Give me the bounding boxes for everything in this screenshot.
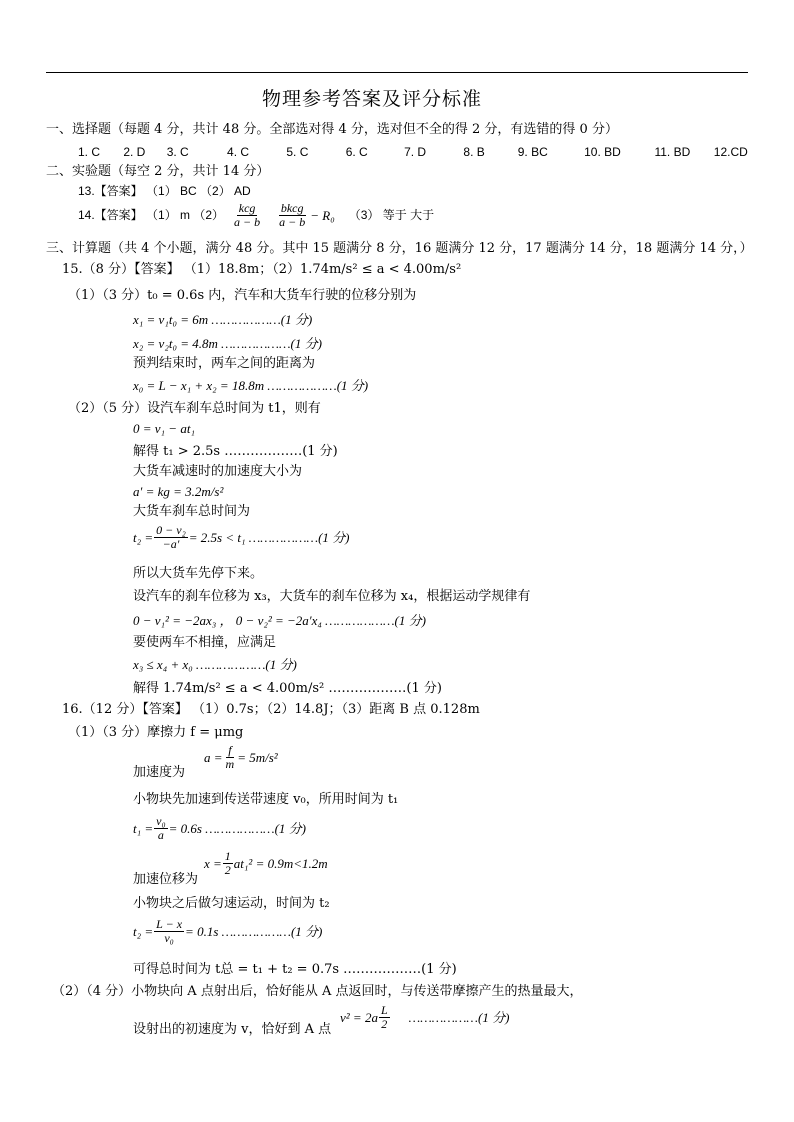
q15-t2-den: −a′ [162,537,180,552]
top-rule [46,72,748,73]
answer-2: 2. D [123,145,146,159]
q16-line-5 [133,815,306,842]
q15-line-18: 解得 1.74m/s² ≤ a < 4.00m/s² ………………(1 分) [133,681,442,696]
q16-line-13 [340,1004,509,1031]
q16-v2-den: 2 [381,1017,388,1032]
q15-line-1: （1）（3 分）t₀ = 0.6s 内，汽车和大货车行驶的位移分别为 [68,288,417,303]
q15-line-8: 解得 t₁ > 2.5s ………………(1 分) [133,444,338,459]
q16-t2-den: v₀ [164,931,174,946]
q16-v2-fraction [379,1004,390,1031]
answer-5: 5. C [286,145,309,159]
q16-t2-label: t₂ = [133,923,154,939]
q15-line-2: x₁ = v₁t₀ = 6m ………………(1 分) [133,312,313,327]
q15-line-6: （2）（5 分）设汽车刹车总时间为 t1，则有 [68,401,321,416]
q15-line-14: 设汽车的刹车位移为 x₃，大货车的刹车位移为 x₄，根据运动学规律有 [133,589,531,604]
q16-x-fraction [223,850,233,877]
q16-t1-result: = 0.6s ………………(1 分) [168,820,307,836]
q15-line-13: 所以大货车先停下来。 [133,566,264,581]
q16-line-7: 加速位移为 [133,872,199,887]
q15-line-12 [133,524,350,551]
q14-fraction-2 [277,202,307,229]
q15-t2-fraction [154,524,188,551]
q14-f1-den: a − b [234,215,261,230]
q16-a-num: f [228,743,232,757]
q16-v2-score: ………………(1 分) [408,1009,510,1025]
q15-t2-label: t₂ = [133,529,154,545]
q15-head: 15.（8 分）【答案】 （1）18.8m；（2）1.74m/s² ≤ a < 4.00m/s² [62,262,462,277]
q15-line-5: x₀ = L − x₁ + x₂ = 18.8m ………………(1 分) [133,378,369,393]
q14-f1-num: kcg [238,201,256,215]
answer-10: 10. BD [584,145,621,159]
q15-line-17: x₃ ≤ x₄ + x₀ ………………(1 分) [133,657,297,672]
q16-line-1: （1）（3 分）摩擦力 f = μmg [68,725,244,740]
q16-t1-fraction [154,815,168,842]
q14-fraction-1 [232,202,262,229]
q15-t2-num: 0 − v₂ [156,523,186,537]
sec1-heading: 一、选择题（每题 4 分，共计 48 分。全部选对得 4 分，选对但不全的得 2 分，有选错的得 0 分） [46,122,618,137]
answer-12: 12.CD [713,145,748,159]
q16-line-8: 小物块之后做匀速运动，时间为 t₂ [133,896,330,911]
q16-x-label: x = [204,855,222,871]
q15-line-16: 要使两车不相撞，应满足 [133,635,277,650]
q15-line-3: x₂ = v₂t₀ = 4.8m ………………(1 分) [133,336,322,351]
q14-part-a: 14.【答案】 （1） m （2） [78,208,225,223]
q16-line-9 [133,918,322,945]
q16-a-label: a = [204,749,223,765]
q14-part-b: （3） 等于 大于 [348,208,435,223]
q16-a-den: m [225,757,235,772]
q13-answer: 13.【答案】 （1） BC （2） AD [78,184,251,198]
q16-v2-label: v² = 2a [340,1009,378,1025]
q16-a-fraction [224,744,237,771]
q15-line-4: 预判结束时，两车之间的距离为 [133,356,316,371]
answer-4: 4. C [227,145,250,159]
q14-f2-den: a − b [279,215,306,230]
choice-answers [78,145,748,159]
q16-line-2 [204,744,278,771]
q16-line-6 [204,850,328,877]
q16-x-result: at₁² = 0.9m<1.2m [233,855,328,871]
q16-line-4: 小物块先加速到传送带速度 v₀，所用时间为 t₁ [133,792,399,807]
q16-t2-result: = 0.1s ………………(1 分) [185,923,323,939]
q14-answer [78,202,434,229]
sec2-heading: 二、实验题（每空 2 分，共计 14 分） [46,164,270,179]
q14-f2-num: bkcg [280,201,304,215]
q16-line-3: 加速度为 [133,765,186,780]
q16-a-result: = 5m/s² [237,749,278,765]
answer-7: 7. D [404,145,427,159]
q16-line-11: （2）（4 分）小物块向 A 点射出后，恰好能从 A 点返回时，与传送带摩擦产生的热量最大， [52,984,583,999]
q16-t1-den: a [157,828,164,843]
q16-t2-fraction [154,918,184,945]
q15-line-11: 大货车刹车总时间为 [133,504,251,519]
answer-3: 3. C [166,145,189,159]
q15-line-10: a′ = kg = 3.2m/s² [133,484,224,499]
q15-t2-result: = 2.5s < t₁ ………………(1 分) [188,529,350,545]
q16-x-num: 1 [224,849,231,863]
answer-9: 9. BC [517,145,548,159]
q15-line-15: 0 − v₁² = −2ax₃ ， 0 − v₂² = −2a′x₄ ………………(1 分) [133,613,426,628]
q15-line-9: 大货车减速时的加速度大小为 [133,464,303,479]
sec3-heading: 三、计算题（共 4 个小题，满分 48 分。其中 15 题满分 8 分，16 题满分 12 分，17 题满分 14 分，18 题满分 14 分，） [46,241,753,256]
answer-8: 8. B [463,145,485,159]
answer-6: 6. C [345,145,368,159]
page-title: 物理参考答案及评分标准 [262,88,483,110]
answer-1: 1. C [78,145,101,159]
answer-11: 11. BD [654,145,691,159]
q16-head: 16.（12 分）【答案】 （1）0.7s；（2）14.8J；（3）距离 B 点 0.128m [62,702,480,717]
q16-line-10: 可得总时间为 t总 = t₁ + t₂ = 0.7s ………………(1 分) [133,962,457,977]
q15-line-7: 0 = v₁ − at₁ [133,421,195,436]
q16-v2-num: L [380,1003,388,1017]
q16-t1-num: v₀ [156,814,166,828]
q16-x-den: 2 [224,863,231,878]
q16-t1-label: t₁ = [133,820,154,836]
q14-minus-r0: − R₀ [310,207,335,223]
q16-line-12: 设射出的初速度为 v，恰好到 A 点 [133,1022,332,1037]
q16-t2-num: L − x [156,917,183,931]
